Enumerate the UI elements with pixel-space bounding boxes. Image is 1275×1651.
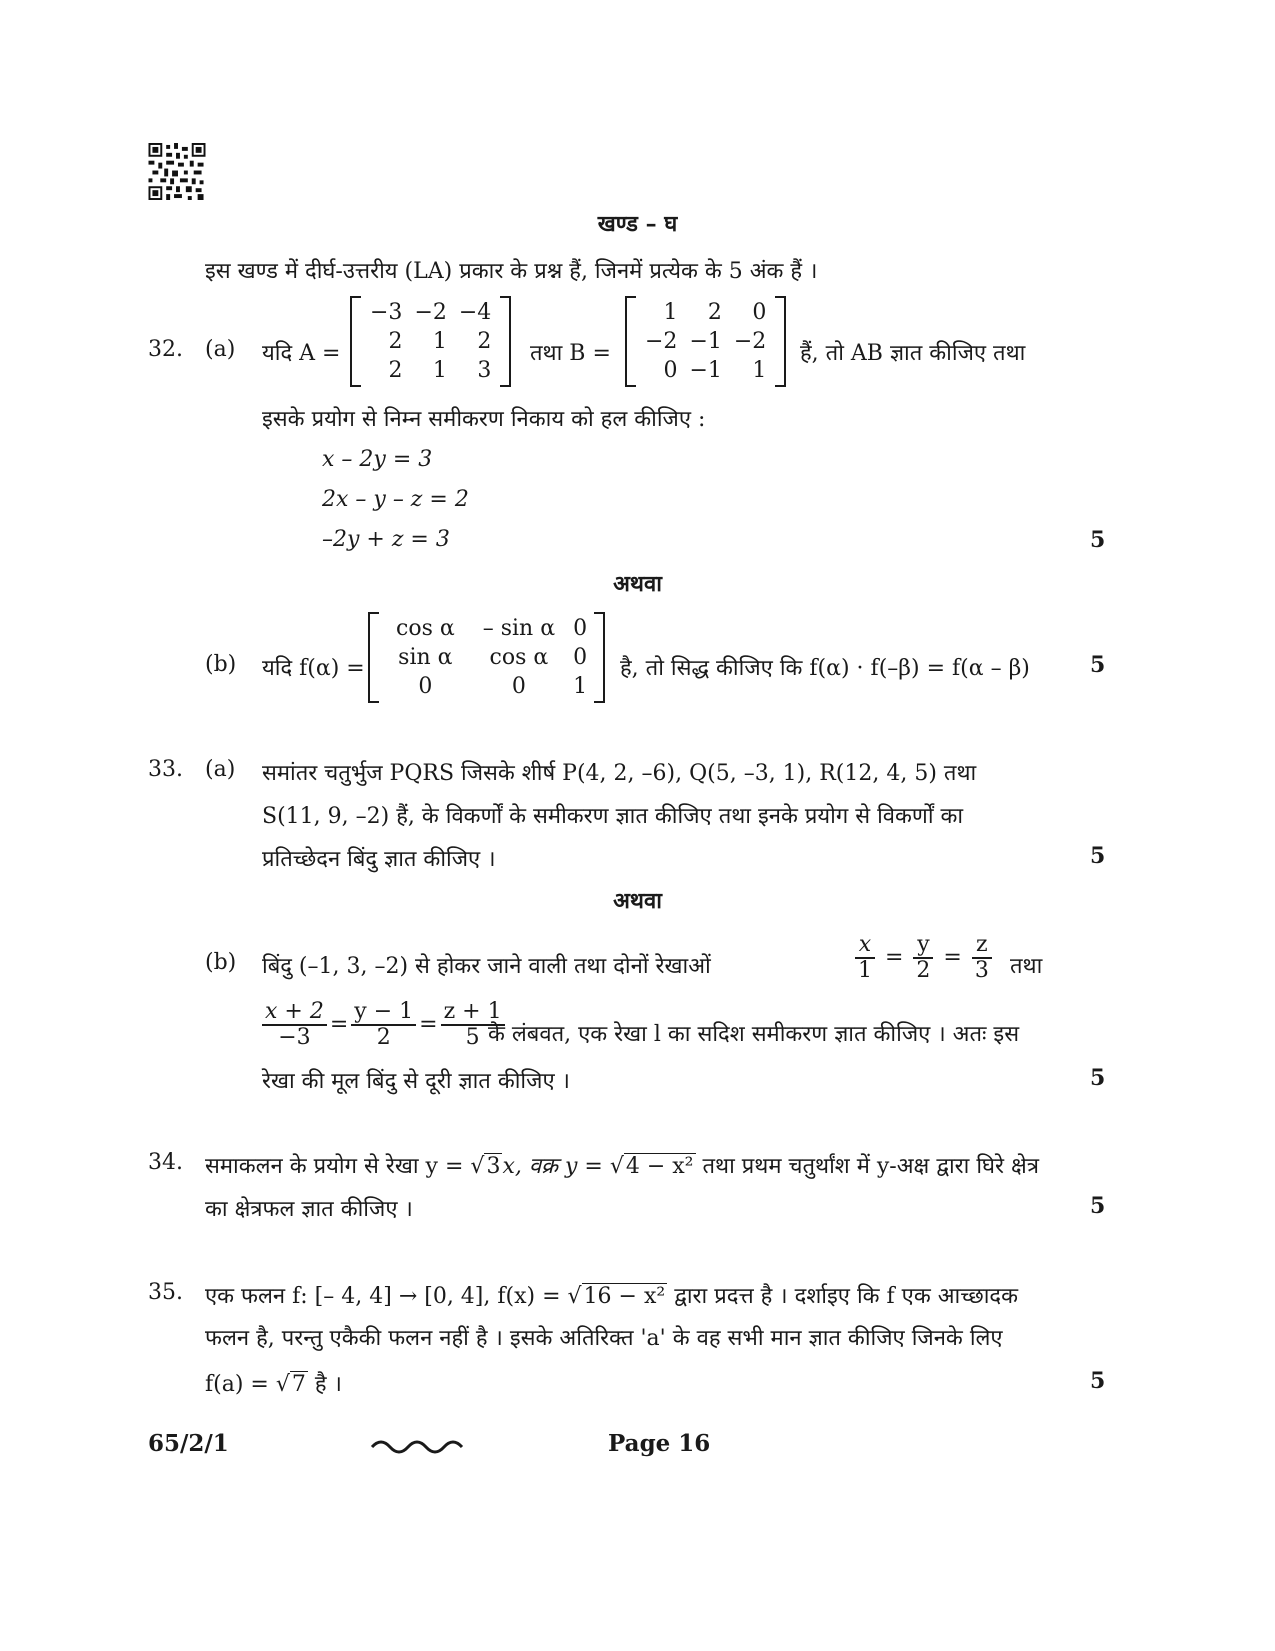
matrix-cell: 0 [573,645,588,670]
matrix-cell: – sin α [482,616,556,641]
or-divider: अथवा [613,571,662,597]
fraction: $\frac{y}{2}$ [913,933,933,983]
matrix-B [625,296,786,387]
marks: 5 [1090,1193,1106,1219]
section-intro: इस खण्ड में दीर्घ-उत्तरीय (LA) प्रकार के प्रश्न हैं, जिनमें प्रत्येक के 5 अंक हैं । [205,259,818,284]
part-a-label: (a) [205,337,236,362]
question-text: का क्षेत्रफल ज्ञात कीजिए । [205,1197,413,1222]
wave-ornament-icon [370,1435,470,1455]
equation-2: 2x – y – z = 2 [322,487,469,512]
matrix-b-prefix: तथा B = [530,341,611,366]
matrix-cell: −2 [733,329,767,354]
matrix-cell: cos α [489,645,549,670]
square-root: √16 − x² [567,1284,666,1309]
marks: 5 [1090,843,1106,869]
question-number-33: 33. [148,757,183,782]
matrix-cell: −4 [458,300,492,325]
matrix-cell: −2 [645,329,678,354]
page-number: Page 16 [608,1430,711,1457]
matrix-cell: 1 [573,674,588,699]
paper-code: 65/2/1 [148,1430,229,1457]
matrix-cell: 2 [388,329,403,354]
matrix-cell: 2 [707,300,722,325]
question-text: हैं, तो AB ज्ञात कीजिए तथा [800,341,1026,366]
matrix-cell: 0 [573,616,588,641]
line-equation-1: $\frac{x}{1}$ = $\frac{y}{2}$ = $\frac{z}{3}$ [852,933,995,983]
question-text: बिंदु (–1, 3, –2) से होकर जाने वाली तथा दोनों रेखाओं [262,954,711,979]
question-text: समांतर चतुर्भुज PQRS जिसके शीर्ष P(4, 2, –6), Q(5, –3, 1), R(12, 4, 5) तथा [262,761,977,786]
matrix-cell: −2 [414,300,447,325]
matrix-a-prefix: यदि A = [262,341,341,366]
marks: 5 [1090,1368,1106,1394]
question-number-32: 32. [148,337,183,362]
question-text: रेखा की मूल बिंदु से दूरी ज्ञात कीजिए । [262,1069,570,1094]
matrix-F [368,612,605,703]
square-root: √4 − x² [609,1154,694,1179]
fraction: $\frac{y - 1}{2}$ [351,1000,416,1050]
fraction: $\frac{x}{1}$ [855,933,875,983]
fraction: $\frac{x + 2}{-3}$ [262,1000,327,1050]
part-a-label: (a) [205,757,236,782]
matrix-cell: 2 [388,358,403,383]
square-root: √3 [470,1154,501,1179]
question-text: f(a) = √7 है । [205,1372,342,1397]
marks: 5 [1090,1065,1106,1091]
matrix-cell: −3 [370,300,403,325]
matrix-cell: 0 [663,358,678,383]
question-text: है, तो सिद्ध कीजिए कि f(α) · f(–β) = f(α – β) [620,656,1030,681]
question-number-35: 35. [148,1280,183,1305]
matrix-cell: 3 [477,358,492,383]
matrix-cell: −1 [689,358,722,383]
qr-code [148,143,206,200]
or-divider: अथवा [613,888,662,914]
marks: 5 [1090,527,1106,553]
matrix-cell: 1 [752,358,767,383]
matrix-cell: −1 [689,329,722,354]
matrix-f-prefix: यदि f(α) = [262,656,365,681]
square-root: √7 [275,1372,306,1397]
part-b-label: (b) [205,950,237,975]
question-text: S(11, 9, –2) हैं, के विकर्णों के समीकरण ज्ञात कीजिए तथा इनके प्रयोग से विकर्णों का [262,804,964,829]
fraction: $\frac{z}{3}$ [972,933,992,983]
marks: 5 [1090,652,1106,678]
section-title: खण्ड – घ [597,211,678,237]
matrix-A [350,296,511,387]
question-text: के लंबवत, एक रेखा l का सदिश समीकरण ज्ञात कीजिए । अतः इस [488,1022,1020,1047]
matrix-cell: 0 [418,674,433,699]
question-text: इसके प्रयोग से निम्न समीकरण निकाय को हल कीजिए : [262,407,706,432]
question-text: तथा [1010,954,1043,979]
matrix-cell: 1 [663,300,678,325]
question-text: फलन है, परन्तु एकैकी फलन नहीं है । इसके अतिरिक्त 'a' के वह सभी मान ज्ञात कीजिए जिनके लिए [205,1326,1003,1351]
question-number-34: 34. [148,1150,183,1175]
question-text: एक फलन f: [– 4, 4] → [0, 4], f(x) = √16 − x² द्वारा प्रदत्त है । दर्शाइए कि f एक आच्छादक [205,1284,1018,1309]
matrix-cell: 0 [752,300,767,325]
matrix-cell: 2 [477,329,492,354]
question-text: प्रतिच्छेदन बिंदु ज्ञात कीजिए । [262,847,496,872]
matrix-cell: cos α [396,616,455,641]
part-b-label: (b) [205,652,237,677]
matrix-cell: 0 [511,674,526,699]
line-equation-2: $\frac{x + 2}{-3}$ = $\frac{y - 1}{2}$ = $\frac{z + 1}{5}$ [262,1000,508,1050]
matrix-cell: 1 [432,329,447,354]
question-text: समाकलन के प्रयोग से रेखा y = √3x, वक्र y = √4 − x² तथा प्रथम चतुर्थांश में y-अक्ष द्वारा घिरे क्षेत्र [205,1154,1039,1179]
matrix-cell: 1 [432,358,447,383]
matrix-cell: sin α [398,645,453,670]
fraction: $\frac{z + 1}{5}$ [441,1000,505,1050]
equation-3: –2y + z = 3 [322,527,450,552]
equation-1: x – 2y = 3 [322,447,433,472]
